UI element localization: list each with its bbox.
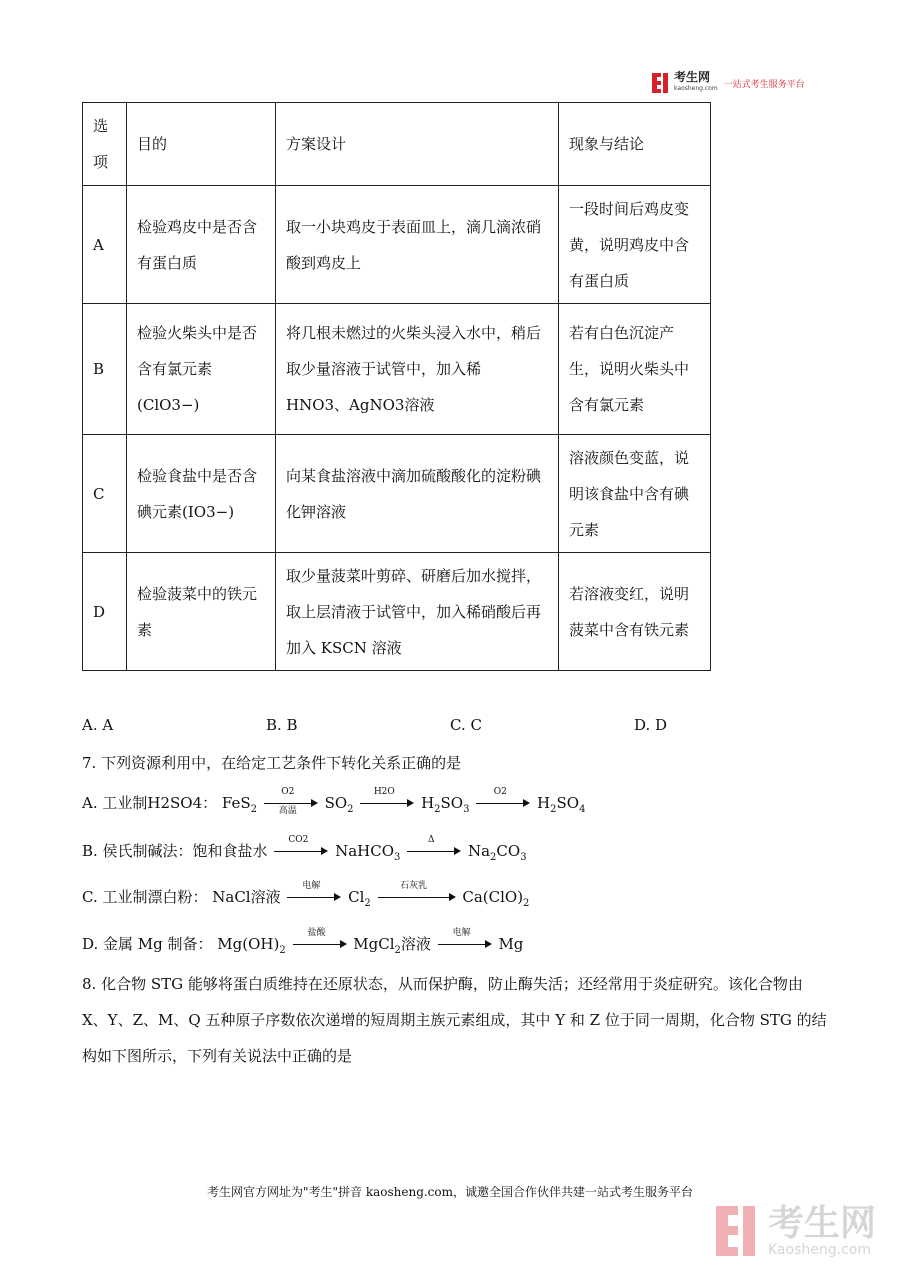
reaction-arrow: CO2: [274, 845, 328, 859]
header-conclusion: 现象与结论: [559, 103, 711, 186]
row-conclusion: 一段时间后鸡皮变黄，说明鸡皮中含有蛋白质: [559, 186, 711, 304]
q7-option-b: B. 侯氏制碱法：饱和食盐水 CO2 NaHCO$_3$ Δ $Na_2CO_3$: [82, 835, 527, 863]
row-conclusion: 若溶液变红，说明菠菜中含有铁元素: [559, 553, 711, 671]
row-option: B: [83, 304, 127, 435]
table-row: [83, 435, 711, 553]
row-option: C: [83, 435, 127, 553]
row-purpose: 检验食盐中是否含碘元素(IO3−): [127, 435, 276, 553]
chlorate-formula: (ClO3−): [137, 396, 200, 414]
watermark-mark-icon: [716, 1206, 760, 1256]
row-design: 取一小块鸡皮于表面皿上，滴几滴浓硝酸到鸡皮上: [276, 186, 559, 304]
reaction-arrow: Δ: [407, 845, 461, 859]
answer-c: C. C: [450, 716, 482, 734]
watermark-logo: 考生网 Kaosheng.com: [716, 1205, 876, 1257]
reaction-arrow: 盐酸: [293, 938, 347, 952]
reaction-arrow: H2O: [360, 797, 414, 811]
row-conclusion: 若有白色沉淀产生，说明火柴头中含有氯元素: [559, 304, 711, 435]
row-purpose: 检验鸡皮中是否含有蛋白质: [127, 186, 276, 304]
logo-mark-icon: [652, 73, 670, 93]
row-option: D: [83, 553, 127, 671]
reaction-arrow: O2: [476, 797, 530, 811]
experiment-table: [82, 102, 711, 671]
header-design: 方案设计: [276, 103, 559, 186]
row-purpose: 检验火柴头中是否含有氯元素 (ClO3−): [127, 304, 276, 435]
row-conclusion: 溶液颜色变蓝，说明该食盐中含有碘元素: [559, 435, 711, 553]
logo-slogan: 一站式考生服务平台: [723, 79, 805, 90]
iodate-formula: (IO3−): [182, 502, 235, 521]
q8-text: 8. 化合物 STG 能够将蛋白质维持在还原状态，从而保护酶，防止酶失活；还经常用于炎症研究。该化合物由 X、Y、Z、M、Q 五种原子序数依次递增的短周期主族元素组成，其中 Y 和 Z 位于同一周期，化合物 STG 的结构如下图所示，下列有关说法中正确的是: [82, 975, 827, 1065]
reaction-arrow: 电解: [438, 938, 492, 952]
header-purpose: 目的: [127, 103, 276, 186]
answer-d: D. D: [634, 716, 668, 734]
answer-b: B. B: [266, 716, 298, 734]
table-row: [83, 304, 711, 435]
logo-brand: 考生网 kaosheng.com: [674, 70, 718, 92]
reaction-arrow: 石灰乳: [378, 891, 456, 905]
table-row: [83, 553, 711, 671]
answer-a: A. A: [82, 716, 114, 734]
row-design: 取少量菠菜叶剪碎、研磨后加水搅拌，取上层清液于试管中，加入稀硝酸后再加入 KSCN 溶液: [276, 553, 559, 671]
q7-stem: 7. 下列资源利用中，在给定工艺条件下转化关系正确的是: [82, 754, 462, 772]
q7-option-a: A. 工业制H2SO4： FeS$_2$ O2 高温 $SO_2$ H2O $H_2SO_3$ O2 $H_2SO_4$: [82, 787, 586, 816]
page-footer: 考生网官方网址为"考生"拼音 kaosheng.com，诚邀全国合作伙伴共建一站式考生服务平台: [206, 1185, 694, 1199]
site-logo: [652, 72, 805, 94]
reaction-arrow: 电解: [287, 891, 341, 905]
header-option: 选项: [83, 103, 127, 186]
row-design: 将几根未燃过的火柴头浸入水中，稍后取少量溶液于试管中，加入稀 HNO3、AgNO3溶液: [276, 304, 559, 435]
q7-option-d: D. 金属 Mg 制备： $Mg(OH)_2$ 盐酸 MgCl$_2$溶液 电解 Mg: [82, 928, 524, 956]
reagent-formula: HNO3、AgNO3溶液: [286, 396, 435, 414]
table-row: [83, 186, 711, 304]
row-option: A: [83, 186, 127, 304]
table-header-row: [83, 103, 711, 186]
q7-option-c: C. 工业制漂白粉： NaCl溶液 电解 $Cl_2$ 石灰乳 $Ca(ClO)_2$: [82, 881, 530, 909]
reaction-arrow: O2 高温: [264, 797, 318, 811]
row-purpose: 检验菠菜中的铁元素: [127, 553, 276, 671]
row-design: 向某食盐溶液中滴加硫酸酸化的淀粉碘化钾溶液: [276, 435, 559, 553]
